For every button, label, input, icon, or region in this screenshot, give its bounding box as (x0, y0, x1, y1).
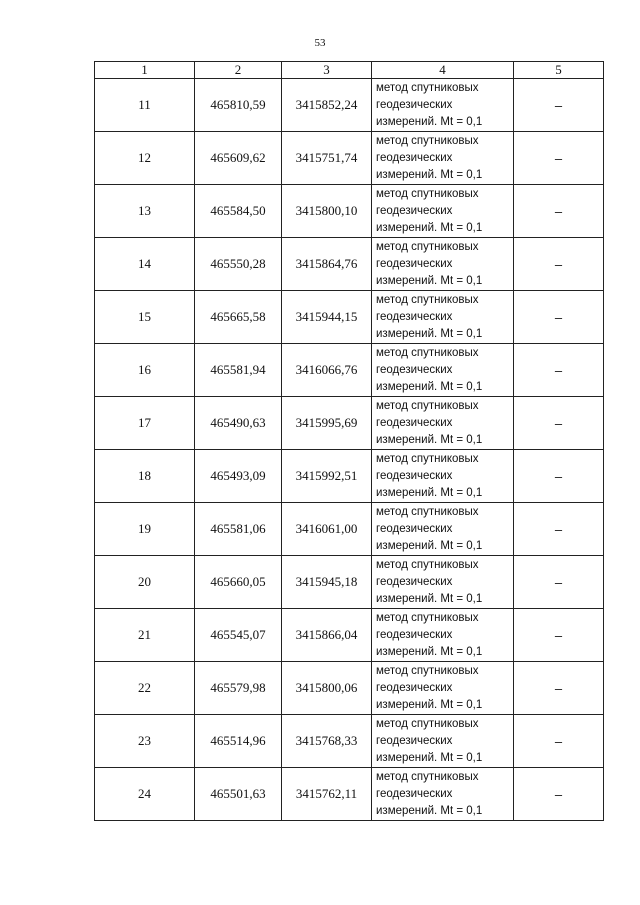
method-line: геодезических (376, 681, 453, 694)
coordinate-y-cell: 3415800,10 (282, 185, 372, 238)
note-cell: – (514, 768, 604, 821)
point-number-cell: 24 (95, 768, 195, 821)
method-line: измерений. Mt = 0,1 (376, 804, 483, 817)
method-line: геодезических (376, 469, 453, 482)
method-line: метод спутниковых (376, 770, 479, 783)
point-number-cell: 17 (95, 397, 195, 450)
method-line: метод спутниковых (376, 664, 479, 677)
note-cell: – (514, 556, 604, 609)
method-line: метод спутниковых (376, 558, 479, 571)
point-number-cell: 12 (95, 132, 195, 185)
page-number: 53 (314, 37, 326, 49)
note-cell: – (514, 238, 604, 291)
table-row (95, 556, 604, 609)
table-row (95, 185, 604, 238)
table-row (95, 291, 604, 344)
method-line: измерений. Mt = 0,1 (376, 751, 483, 764)
method-cell (372, 238, 514, 291)
coordinate-y-cell: 3415866,04 (282, 609, 372, 662)
method-line: геодезических (376, 363, 453, 376)
note-cell: – (514, 609, 604, 662)
method-cell (372, 132, 514, 185)
point-number-cell: 18 (95, 450, 195, 503)
note-cell: – (514, 397, 604, 450)
coordinate-x-cell: 465514,96 (195, 715, 282, 768)
method-cell (372, 662, 514, 715)
method-cell (372, 503, 514, 556)
method-line: метод спутниковых (376, 452, 479, 465)
method-line: геодезических (376, 257, 453, 270)
method-cell (372, 556, 514, 609)
method-line: метод спутниковых (376, 240, 479, 253)
method-cell (372, 79, 514, 132)
coordinate-y-cell: 3416061,00 (282, 503, 372, 556)
method-line: метод спутниковых (376, 293, 479, 306)
coordinate-y-cell: 3415768,33 (282, 715, 372, 768)
coordinate-y-cell: 3415992,51 (282, 450, 372, 503)
method-line: метод спутниковых (376, 717, 479, 730)
table-body (95, 79, 604, 821)
point-number-cell: 15 (95, 291, 195, 344)
point-number-cell: 23 (95, 715, 195, 768)
table-row (95, 344, 604, 397)
note-cell: – (514, 185, 604, 238)
method-cell (372, 397, 514, 450)
coordinate-y-cell: 3415945,18 (282, 556, 372, 609)
method-line: измерений. Mt = 0,1 (376, 274, 483, 287)
note-cell: – (514, 503, 604, 556)
table-row (95, 662, 604, 715)
note-cell: – (514, 291, 604, 344)
table-row (95, 397, 604, 450)
method-line: измерений. Mt = 0,1 (376, 698, 483, 711)
point-number-cell: 13 (95, 185, 195, 238)
method-line: метод спутниковых (376, 134, 479, 147)
method-line: геодезических (376, 416, 453, 429)
table-row (95, 609, 604, 662)
method-line: метод спутниковых (376, 611, 479, 624)
coordinate-y-cell: 3415852,24 (282, 79, 372, 132)
method-line: измерений. Mt = 0,1 (376, 433, 483, 446)
table-row (95, 238, 604, 291)
coordinate-x-cell: 465660,05 (195, 556, 282, 609)
method-cell (372, 715, 514, 768)
coordinate-x-cell: 465609,62 (195, 132, 282, 185)
method-line: измерений. Mt = 0,1 (376, 592, 483, 605)
coordinates-table (94, 61, 604, 821)
header-row (95, 62, 604, 79)
table-row (95, 450, 604, 503)
table-row (95, 768, 604, 821)
method-line: измерений. Mt = 0,1 (376, 115, 483, 128)
method-line: геодезических (376, 151, 453, 164)
coordinate-y-cell: 3415751,74 (282, 132, 372, 185)
method-line: метод спутниковых (376, 346, 479, 359)
point-number-cell: 16 (95, 344, 195, 397)
coordinate-x-cell: 465581,94 (195, 344, 282, 397)
table-row (95, 132, 604, 185)
coordinate-x-cell: 465501,63 (195, 768, 282, 821)
coordinate-y-cell: 3415944,15 (282, 291, 372, 344)
method-cell (372, 450, 514, 503)
header-col-1: 1 (95, 62, 195, 79)
method-cell (372, 185, 514, 238)
coordinate-y-cell: 3416066,76 (282, 344, 372, 397)
coordinate-y-cell: 3415762,11 (282, 768, 372, 821)
header-col-4: 4 (372, 62, 514, 79)
coordinate-x-cell: 465584,50 (195, 185, 282, 238)
method-line: геодезических (376, 787, 453, 800)
point-number-cell: 11 (95, 79, 195, 132)
point-number-cell: 19 (95, 503, 195, 556)
note-cell: – (514, 344, 604, 397)
coordinate-y-cell: 3415800,06 (282, 662, 372, 715)
header-col-5: 5 (514, 62, 604, 79)
method-line: метод спутниковых (376, 81, 479, 94)
coordinate-x-cell: 465490,63 (195, 397, 282, 450)
method-line: измерений. Mt = 0,1 (376, 221, 483, 234)
header-col-3: 3 (282, 62, 372, 79)
method-line: геодезических (376, 575, 453, 588)
point-number-cell: 22 (95, 662, 195, 715)
method-line: измерений. Mt = 0,1 (376, 645, 483, 658)
coordinate-x-cell: 465550,28 (195, 238, 282, 291)
table-row (95, 503, 604, 556)
method-line: измерений. Mt = 0,1 (376, 486, 483, 499)
point-number-cell: 14 (95, 238, 195, 291)
method-line: измерений. Mt = 0,1 (376, 327, 483, 340)
method-line: метод спутниковых (376, 399, 479, 412)
method-cell (372, 344, 514, 397)
header-col-2: 2 (195, 62, 282, 79)
coordinate-x-cell: 465579,98 (195, 662, 282, 715)
method-line: метод спутниковых (376, 505, 479, 518)
method-line: измерений. Mt = 0,1 (376, 539, 483, 552)
method-cell (372, 609, 514, 662)
method-line: измерений. Mt = 0,1 (376, 168, 483, 181)
method-line: геодезических (376, 734, 453, 747)
method-line: метод спутниковых (376, 187, 479, 200)
method-cell (372, 768, 514, 821)
table-row (95, 715, 604, 768)
method-line: геодезических (376, 522, 453, 535)
note-cell: – (514, 450, 604, 503)
table-row (95, 79, 604, 132)
method-cell (372, 291, 514, 344)
note-cell: – (514, 715, 604, 768)
method-line: измерений. Mt = 0,1 (376, 380, 483, 393)
coordinate-x-cell: 465810,59 (195, 79, 282, 132)
coordinate-y-cell: 3415995,69 (282, 397, 372, 450)
point-number-cell: 20 (95, 556, 195, 609)
coordinate-x-cell: 465581,06 (195, 503, 282, 556)
coordinate-x-cell: 465665,58 (195, 291, 282, 344)
coordinate-x-cell: 465493,09 (195, 450, 282, 503)
method-line: геодезических (376, 628, 453, 641)
table-header (95, 62, 604, 79)
method-line: геодезических (376, 204, 453, 217)
method-line: геодезических (376, 98, 453, 111)
note-cell: – (514, 79, 604, 132)
note-cell: – (514, 132, 604, 185)
note-cell: – (514, 662, 604, 715)
method-line: геодезических (376, 310, 453, 323)
coordinate-y-cell: 3415864,76 (282, 238, 372, 291)
coordinate-x-cell: 465545,07 (195, 609, 282, 662)
point-number-cell: 21 (95, 609, 195, 662)
